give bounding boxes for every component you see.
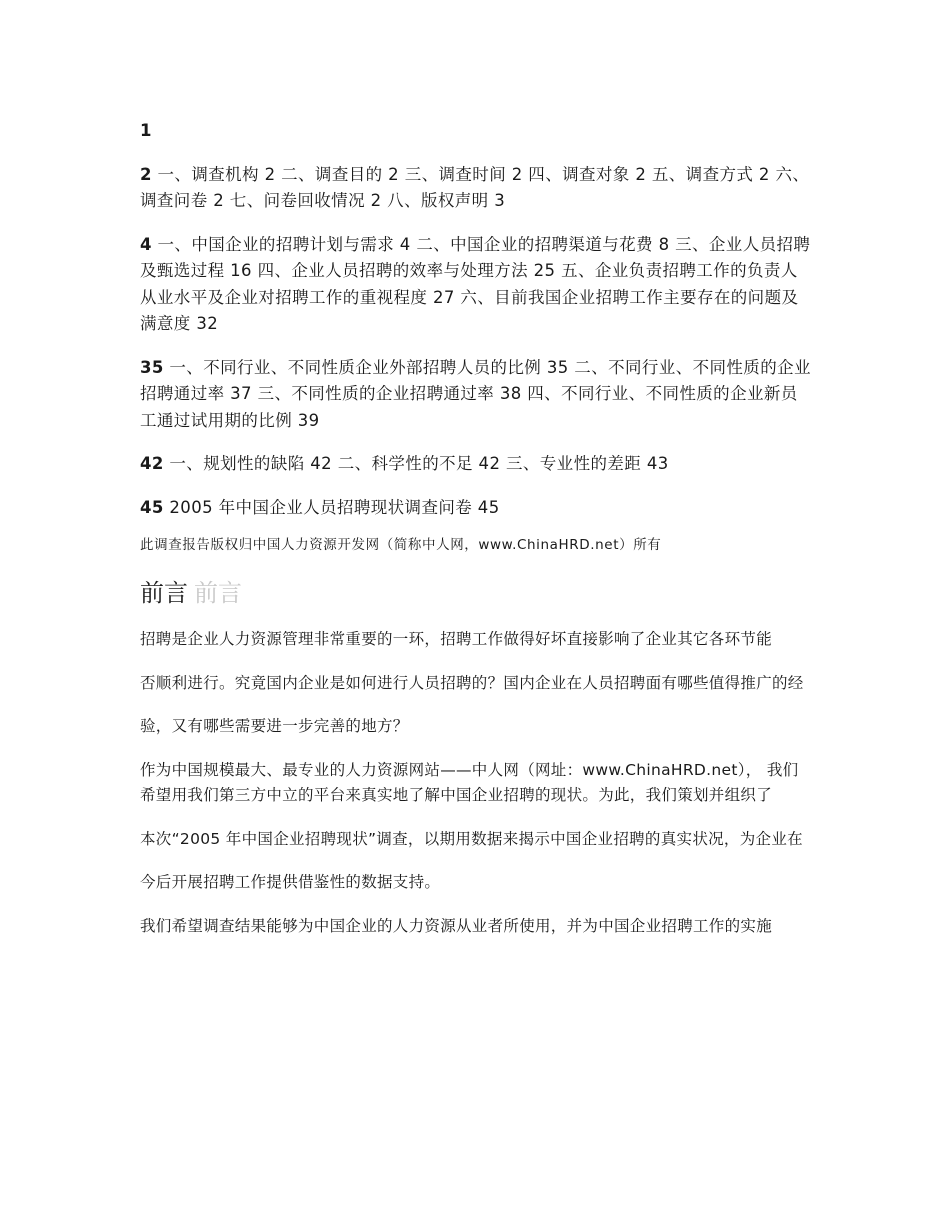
- section-heading: [140, 577, 812, 609]
- toc-entry-2[interactable]: [140, 162, 812, 215]
- body-paragraph: 作为中国规模最大、最专业的人力资源网站——中人网（网址：www.ChinaHRD.net）， 我们希望用我们第三方中立的平台来真实地了解中国企业招聘的现状。为此，我们策划并组织了: [140, 760, 799, 804]
- body-paragraph: 验，又有哪些需要进一步完善的地方？: [140, 717, 409, 735]
- toc-entry-text: 一、规划性的缺陷 42 二、科学性的不足 42 三、专业性的差距 43: [163, 454, 669, 473]
- toc-page-number: 42: [140, 454, 164, 473]
- toc-page-number: 1: [140, 121, 152, 140]
- toc-page-number: 4: [140, 234, 152, 254]
- toc-entry-45[interactable]: [140, 495, 812, 522]
- toc-page-number: 35: [140, 357, 164, 377]
- body-paragraph: 本次“2005 年中国企业招聘现状”调查，以期用数据来揭示中国企业招聘的真实状况，为企业在: [140, 829, 803, 848]
- toc-page-number: 2: [140, 164, 152, 184]
- body-paragraph: 我们希望调查结果能够为中国企业的人力资源从业者所使用，并为中国企业招聘工作的实施: [140, 916, 773, 935]
- toc-entry-text: 2005 年中国企业人员招聘现状调查问卷 45: [163, 497, 500, 517]
- body-paragraph: 招聘是企业人力资源管理非常重要的一环，招聘工作做得好坏直接影响了企业其它各环节能: [140, 630, 773, 648]
- toc-entry-text: 一、调查机构 2 二、调查目的 2 三、调查时间 2 四、调查对象 2 五、调查方式 2 六、调查问卷 2 七、问卷回收情况 2 八、版权声明 3: [140, 164, 810, 210]
- body-paragraph: 今后开展招聘工作提供借鉴性的数据支持。: [140, 873, 441, 891]
- toc-entry-text: 一、不同行业、不同性质企业外部招聘人员的比例 35 二、不同行业、不同性质的企业招聘通过率 37 三、不同性质的企业招聘通过率 38 四、不同行业、不同性质的企业新员工通过试用期的比例 39: [140, 357, 811, 430]
- toc-entry-35[interactable]: [140, 355, 812, 435]
- heading-ghost-text: 前言: [194, 579, 242, 607]
- toc-entry-text: 一、中国企业的招聘计划与需求 4 二、中国企业的招聘渠道与花费 8 三、企业人员招聘及甄选过程 16 四、企业人员招聘的效率与处理方法 25 五、企业负责招聘工作的负责人从业水平及企业对招聘工作的重视程度 27 六、目前我国企业招聘工作主要存在的问题及满意度 32: [140, 234, 811, 333]
- toc-entry-42[interactable]: [140, 451, 812, 478]
- toc-entry-4[interactable]: [140, 232, 812, 338]
- toc-entry-1[interactable]: [140, 118, 812, 145]
- document-content: [140, 118, 812, 957]
- toc-page-number: 45: [140, 497, 164, 517]
- body-paragraph: 否顺利进行。究竟国内企业是如何进行人员招聘的？国内企业在人员招聘面有哪些值得推广的经: [140, 673, 804, 692]
- copyright-notice: 此调查报告版权归中国人力资源开发网（简称中人网，www.ChinaHRD.net）所有: [140, 537, 662, 553]
- heading-title: 前言: [140, 579, 188, 607]
